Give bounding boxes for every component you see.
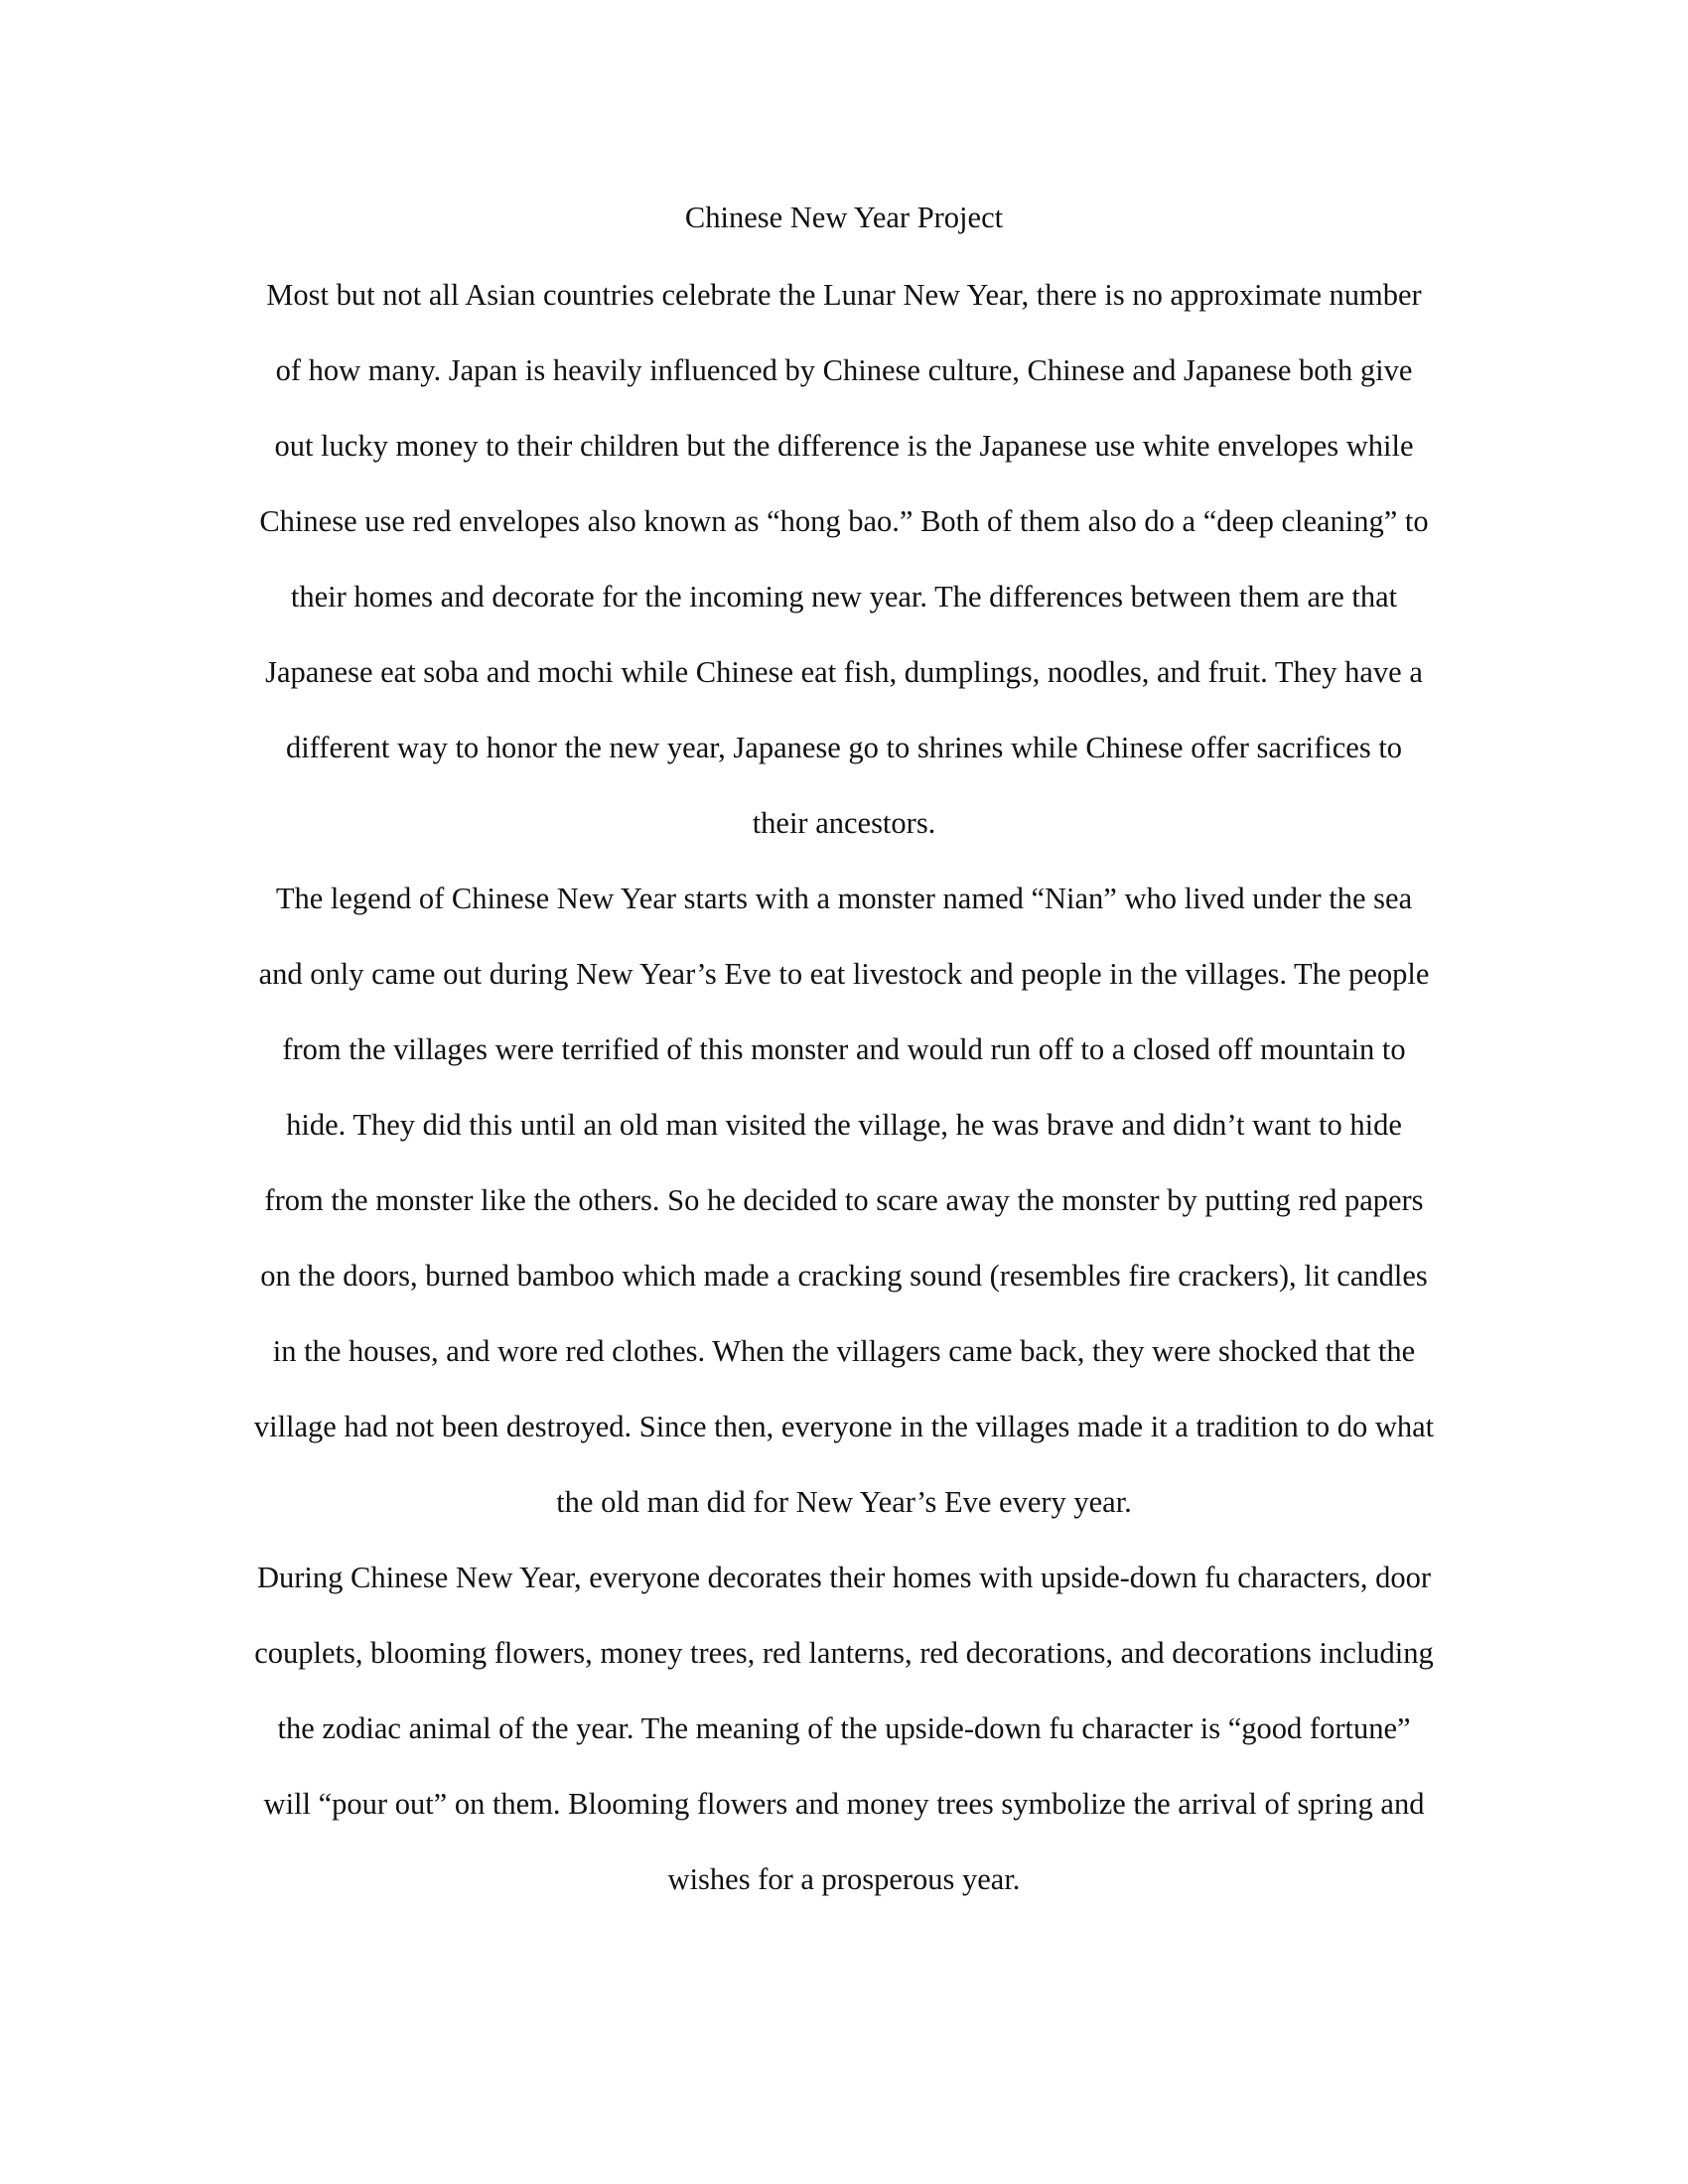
- paragraph-2-line-2: and only came out during New Year’s Eve to eat livestock and people in the villages. The people: [258, 957, 1430, 991]
- paragraph-3-line-1: During Chinese New Year, everyone decorates their homes with upside-down fu characters, door: [257, 1561, 1431, 1594]
- paragraph-2-line-8: village had not been destroyed. Since then, everyone in the villages made it a tradition to do what: [253, 1410, 1435, 1443]
- paragraph-3-line-4: will “pour out” on them. Blooming flowers and money trees symbolize the arrival of spring and: [263, 1787, 1425, 1821]
- paragraph-1-line-1: Most but not all Asian countries celebrate the Lunar New Year, there is no approximate number: [266, 278, 1422, 312]
- paragraph-1-line-2: of how many. Japan is heavily influenced by Chinese culture, Chinese and Japanese both give: [275, 353, 1413, 387]
- paragraph-2-line-9: the old man did for New Year’s Eve every year.: [556, 1485, 1132, 1519]
- paragraph-2-line-1: The legend of Chinese New Year starts with a monster named “Nian” who lived under the sea: [275, 882, 1413, 915]
- paragraph-1-line-7: different way to honor the new year, Japanese go to shrines while Chinese offer sacrifices to: [285, 731, 1403, 764]
- paragraph-2-line-3: from the villages were terrified of this monster and would run off to a closed off mountain to: [282, 1032, 1406, 1066]
- paragraph-2-line-6: on the doors, burned bamboo which made a cracking sound (resembles fire crackers), lit candles: [260, 1259, 1428, 1293]
- paragraph-3-line-2: couplets, blooming flowers, money trees, red lanterns, red decorations, and decorations including: [254, 1636, 1434, 1670]
- paragraph-3-line-5: wishes for a prosperous year.: [667, 1862, 1021, 1896]
- paragraph-3-line-3: the zodiac animal of the year. The meaning of the upside-down fu character is “good fortune”: [277, 1711, 1411, 1745]
- paragraph-2-line-4: hide. They did this until an old man visited the village, he was brave and didn’t want to hide: [286, 1108, 1402, 1142]
- paragraph-1-line-3: out lucky money to their children but the difference is the Japanese use white envelopes while: [274, 429, 1414, 463]
- paragraph-1-line-4: Chinese use red envelopes also known as “hong bao.” Both of them also do a “deep cleaning” to: [259, 504, 1429, 538]
- document-title: Chinese New Year Project: [684, 201, 1004, 234]
- paragraph-2-line-5: from the monster like the others. So he decided to scare away the monster by putting red papers: [264, 1183, 1424, 1217]
- paragraph-1-line-8: their ancestors.: [752, 806, 936, 840]
- paragraph-1-line-5: their homes and decorate for the incoming new year. The differences between them are that: [290, 580, 1398, 614]
- paragraph-2-line-7: in the houses, and wore red clothes. When the villagers came back, they were shocked that the: [272, 1334, 1416, 1368]
- paragraph-1-line-6: Japanese eat soba and mochi while Chinese eat fish, dumplings, noodles, and fruit. They have a: [265, 655, 1423, 689]
